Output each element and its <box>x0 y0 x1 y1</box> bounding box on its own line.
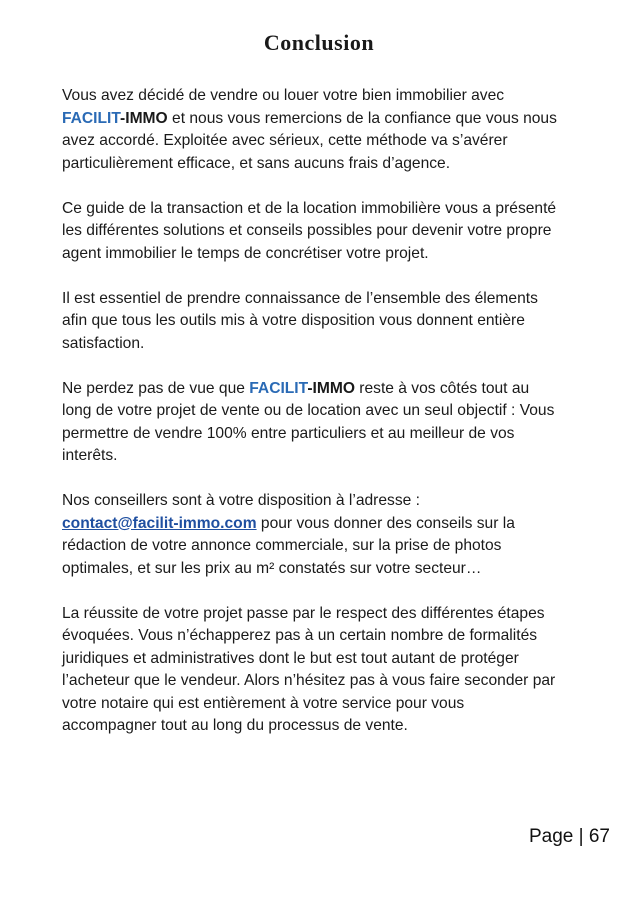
text-line: évoquées. Vous n’échapperez pas à un certain nombre de formalités <box>62 627 538 644</box>
text-line <box>62 378 612 401</box>
email-link[interactable]: contact@facilit-immo.com <box>62 514 257 532</box>
text-line: Ce guide de la transaction et de la location immobilière vous a présenté <box>62 199 557 217</box>
brand-name-immo: -IMMO <box>307 379 355 397</box>
text-line: long de votre projet de vente ou de location avec un seul objectif : Vous <box>62 402 555 419</box>
text-line: rédaction de votre annonce commerciale, sur la prise de photos <box>62 537 502 554</box>
text-line: votre notaire qui est entièrement à votre service pour vous <box>62 694 465 712</box>
text-fragment: pour vous donner des conseils sur la <box>256 514 515 532</box>
paragraph-contact <box>62 490 612 580</box>
text-line: interêts. <box>62 447 118 464</box>
text-fragment: reste à vos côtés tout au <box>354 379 530 397</box>
brand-name-facilit: FACILIT <box>249 379 308 397</box>
text-line: La réussite de votre projet passe par le respect des différentes étapes <box>62 604 545 622</box>
text-line: Nos conseillers sont à votre disposition à l’adresse : <box>62 492 420 509</box>
body-text <box>62 85 612 760</box>
text-fragment: et nous vous remercions de la confiance que vous nous <box>167 109 557 127</box>
text-line: avez accordé. Exploitée avec sérieux, cette méthode va s’avérer <box>62 132 508 149</box>
text-line: agent immobilier le temps de concrétiser votre projet. <box>62 244 429 262</box>
paragraph-guide <box>62 198 612 266</box>
text-line: afin que tous les outils mis à votre disposition vous donnent entière <box>62 312 525 329</box>
text-line <box>62 108 612 131</box>
paragraph-essentials <box>62 288 612 356</box>
brand-name-immo: -IMMO <box>120 109 168 127</box>
text-line: permettre de vendre 100% entre particuliers et au meilleur de vos <box>62 424 515 442</box>
page-number: Page | 67 <box>528 826 610 847</box>
text-line <box>62 513 612 536</box>
paragraph-intro <box>62 85 612 175</box>
text-line: optimales, et sur les prix au m² constatés sur votre secteur… <box>62 559 482 577</box>
text-line: Il est essentiel de prendre connaissance de l’ensemble des élements <box>62 289 538 307</box>
text-line: accompagner tout au long du processus de vente. <box>62 717 408 734</box>
brand-name-facilit: FACILIT <box>62 109 121 127</box>
text-fragment: Ne perdez pas de vue que <box>62 379 250 397</box>
text-line: satisfaction. <box>62 334 145 352</box>
text-line: les différentes solutions et conseils possibles pour devenir votre propre <box>62 222 552 239</box>
text-line: Vous avez décidé de vendre ou louer votre bien immobilier avec <box>62 87 505 104</box>
paragraph-success <box>62 603 612 738</box>
text-line: l’acheteur que le vendeur. Alors n’hésitez pas à vous faire seconder par <box>62 672 556 689</box>
text-line: juridiques et administratives dont le but est tout autant de protéger <box>62 649 519 667</box>
page-title: Conclusion <box>263 30 375 55</box>
paragraph-support <box>62 378 612 468</box>
text-line: particulièrement efficace, et sans aucuns frais d’agence. <box>62 154 451 172</box>
